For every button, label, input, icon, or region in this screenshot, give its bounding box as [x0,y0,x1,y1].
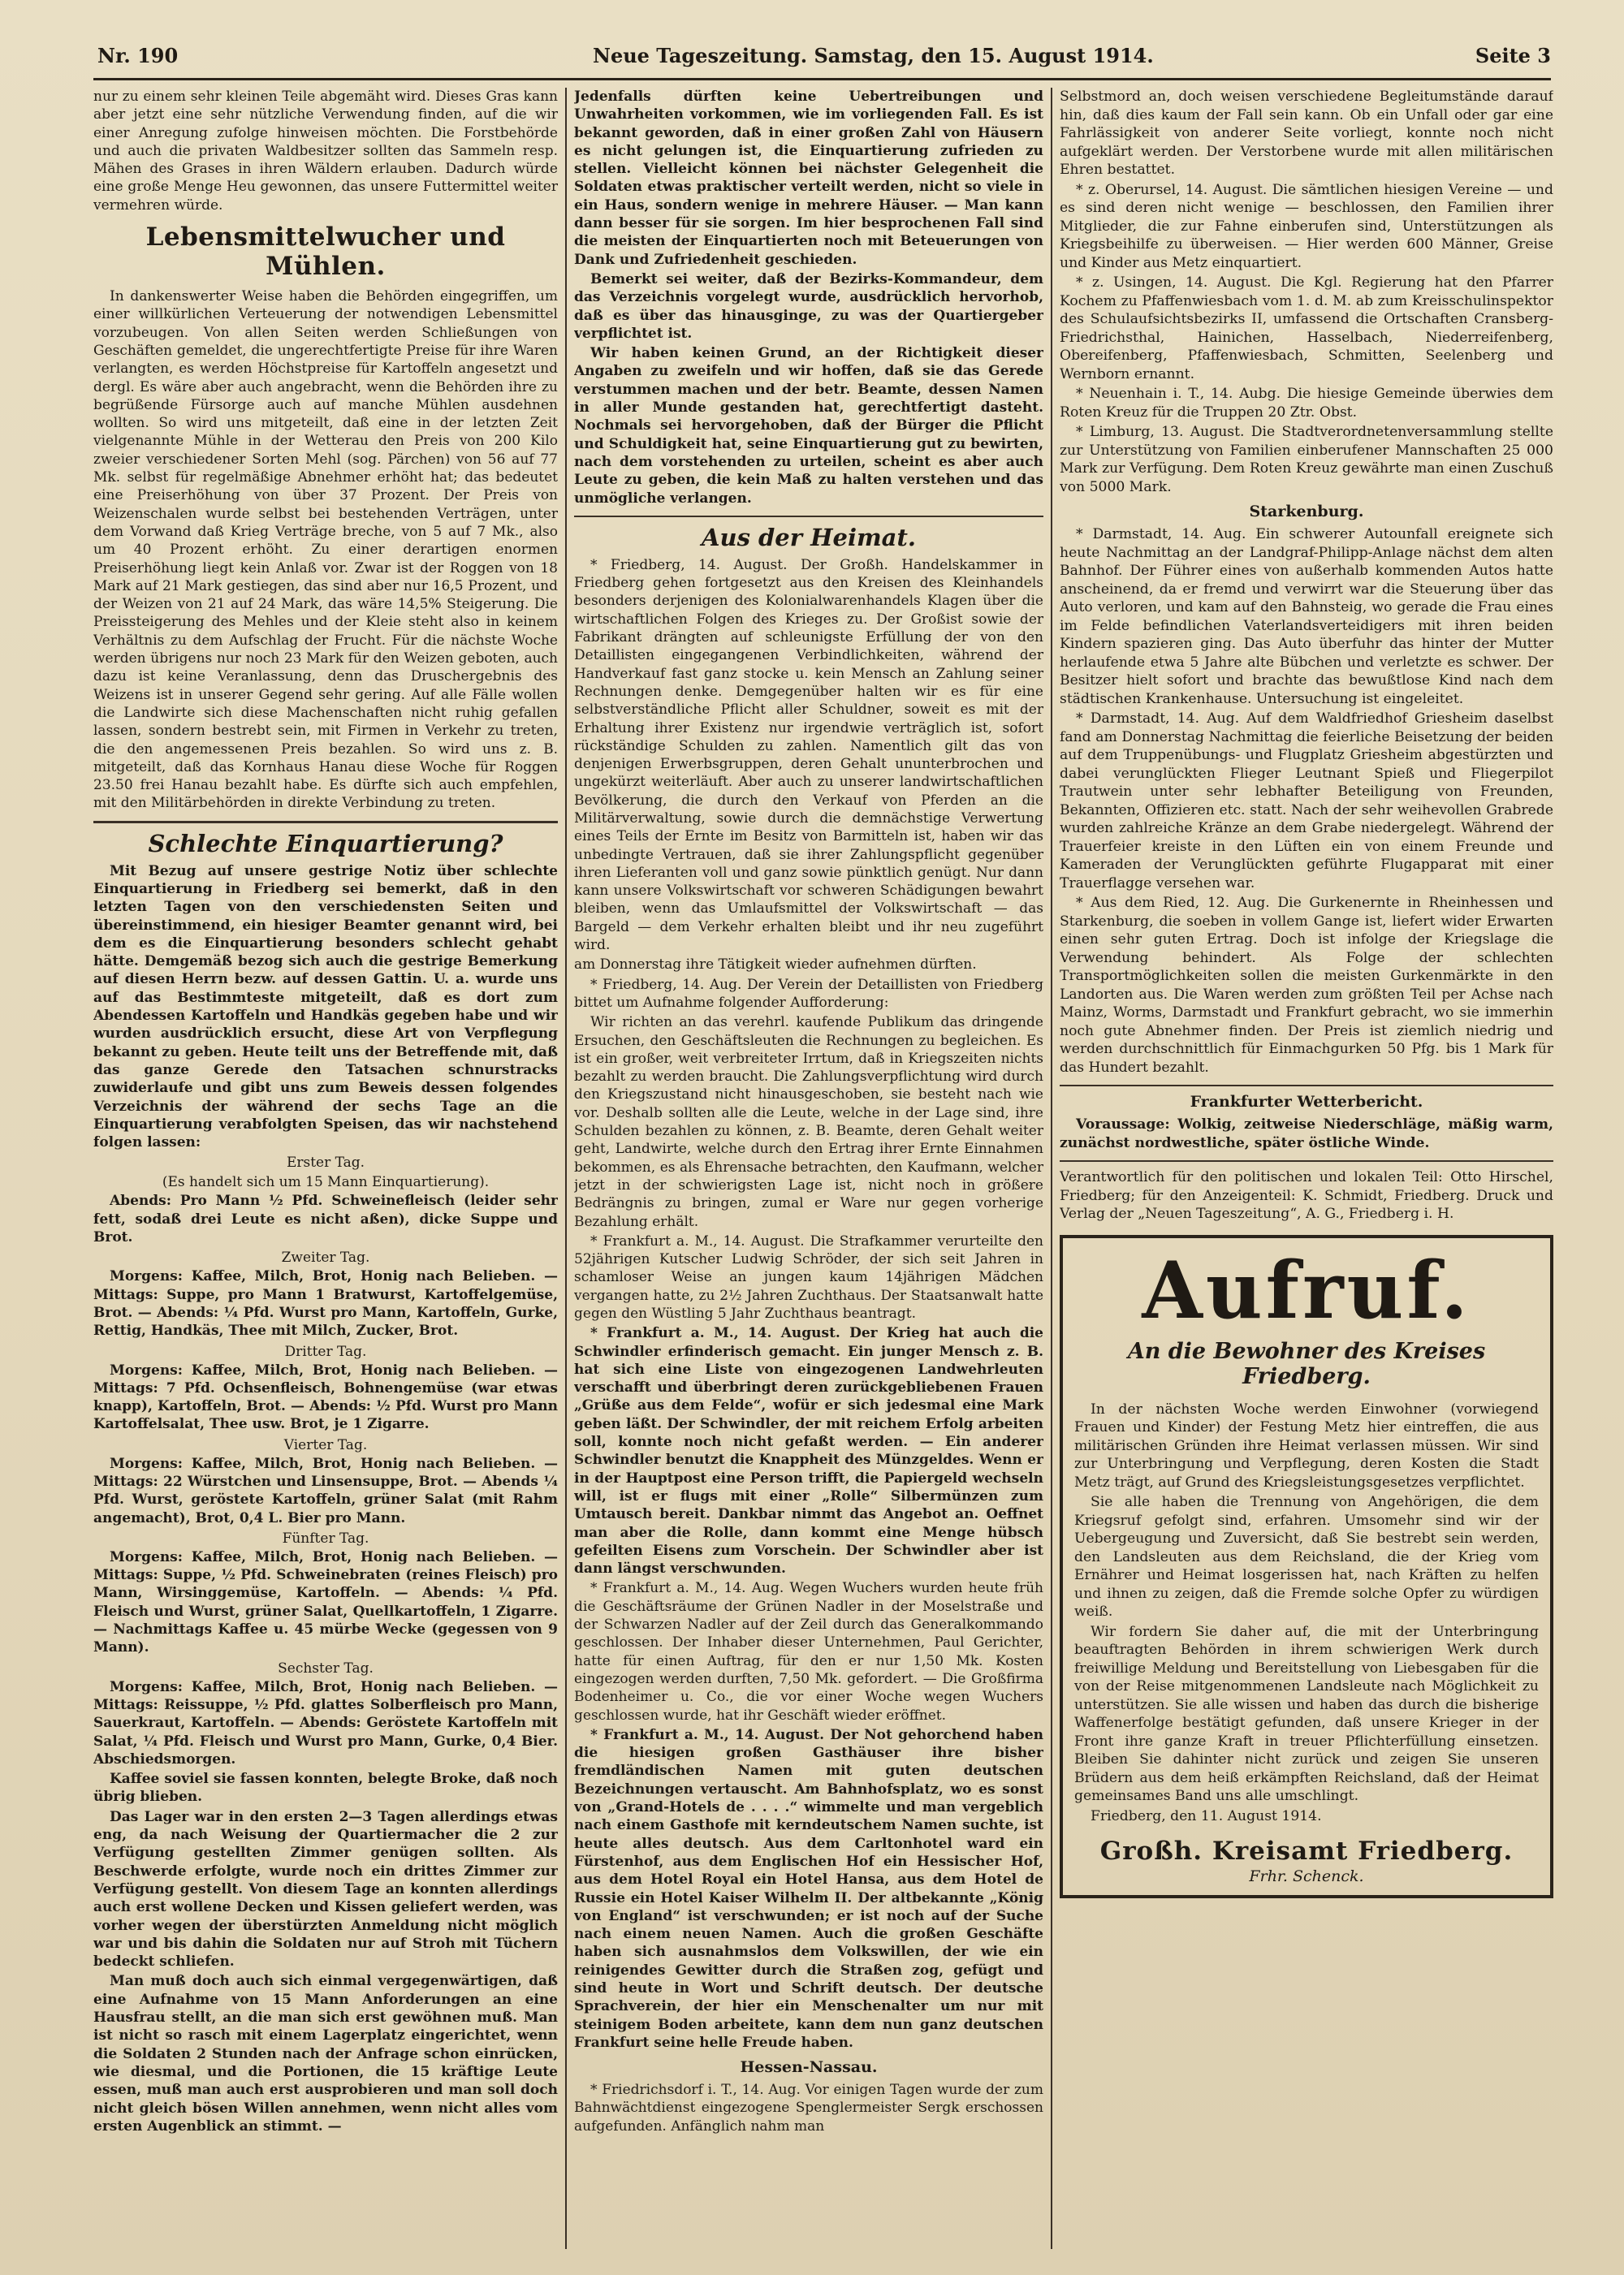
proclamation-signatory: Frhr. Schenck. [1249,1867,1364,1885]
day-heading: Vierter Tag. [283,1436,368,1453]
page-number: Seite 3 [1475,44,1551,67]
proclamation-subtitle: An die Bewohner des Kreises Friedberg. [1127,1338,1486,1389]
news-item: * Aus dem Ried, 12. Aug. Die Gurkenernte in Rheinhessen und Starkenburg, die soeben in vollem Gange ist, liefert wider Erwarten einen sehr guten Ertrag. Doch ist infolge der Kriegslage die Verwendung behindert. Als Folge der schlechten Transportmöglichkeiten sollen die meisten Gurkenmärkte in den Landorten aus. Die Waren werden zum größten Teil per Achse nach Mainz, Worms, Darmstadt und Frankfurt gebracht, wo sie immerhin noch gute Abnehmer finden. Der Preis ist ziemlich niedrig und werden durchschnittlich für Einmachgurken 50 Pfg. bis 1 Mark für das Hundert bezahlt. [1060,895,1553,1076]
day-heading: Erster Tag. [286,1155,365,1172]
day-heading: Zweiter Tag. [281,1250,370,1267]
weather-heading: Frankfurter Wetterbericht. [1190,1093,1423,1111]
news-item: * Frankfurt a. M., 14. August. Der Not gehorchend haben die hiesigen großen Gasthäuser ihre bisher fremdländischen Namen mit guten deutschen Bezeichnungen vertauscht. Am Bahnhofsplatz, wo es sonst von „Grand-Hotels de . . . .“ wimmelte und man vergeblich nach einem Gasthofe mit kerndeutschem Namen suchte, ist heute alles deutsch. Aus dem Carltonhotel ward ein Fürstenhof, aus dem Englischen Hof ein Hessischer Hof, aus dem Hotel Royal ein Hotel Hansa, aus dem Hotel de Russie ein Hotel Kaiser Wilhelm II. Der altbekannte „König von England“ ist verschwunden; er ist noch auf der Suche nach einem neuen Namen. Auch die großen Geschäfte haben sich ausnahmslos dem Volkswillen, der wie ein reinigendes Gewitter durch die Straßen zog, gefügt und sind heute in Wort und Schrift deutsch. Der deutsche Sprachverein, der hier ein Menschenalter um nur mit steinigem Boden arbeitete, kann dem nun ganz deutschen Frankfurt seine helle Freude haben. [574,1726,1043,2051]
news-item: * Neuenhain i. T., 14. Aubg. Die hiesige Gemeinde überwies dem Roten Kreuz für die Truppen 20 Ztr. Obst. [1060,386,1553,421]
divider [574,516,1043,517]
proclamation-signature: Großh. Kreisamt Friedberg. [1099,1837,1514,1866]
menu-text: Morgens: Kaffee, Milch, Brot, Honig nach Belieben. — Mittags: Suppe, pro Mann 1 Bratwurst, Kartoffelgemüse, Brot. — Abends: ¼ Pfd. Wurst pro Mann, Kartoffeln, Gurke, Rettig, Handkäs, Thee mit Milch, Zucker, Brot. [93,1268,558,1340]
news-item: * Friedrichsdorf i. T., 14. Aug. Vor einigen Tagen wurde der zum Bahnwächtdienst eingezogene Spenglermeister Sergk erschossen aufgefunden. Anfänglich nahm man [574,2082,1043,2135]
news-item: * Frankfurt a. M., 14. August. Die Strafkammer verurteilte den 52jährigen Kutscher Ludwig Schröder, der sich seit Jahren in schamloser Weise an jungen kaum 14jährigen Mädchen vergangen hatte, zu 2½ Jahren Zuchthaus. Der Staatsanwalt hatte gegen den Wüstling 5 Jahr Zuchthaus beantragt. [574,1232,1043,1322]
article-text: Das Lager war in den ersten 2—3 Tagen allerdings etwas eng, da nach Weisung der Quartiermacher die 2 zur Verfügung gestellten Zimmer genügen sollten. Als Beschwerde erfolgte, wurde noch ein drittes Zimmer zur Verfügung gestellt. Von diesem Tage an konnten allerdings auch erst wollene Decken und Kissen geliefert werden, was vorher wegen der überstürzten Anmeldung nicht möglich war und bis dahin die Soldaten nur auf Stroh mit Tüchern bedeckt schliefen. [93,1808,558,1971]
day-heading: Sechster Tag. [278,1660,374,1677]
header-rule [93,78,1551,80]
news-item: Selbstmord an, doch weisen verschiedene Begleitumstände darauf hin, daß dies kaum der Fall sein kann. Ob ein Unfall oder gar eine Fahrlässigkeit von anderer Seite vorliegt, konnte noch nicht aufgeklärt werden. Der Verstorbene wurde mit allen militärischen Ehren bestattet. [1060,88,1553,178]
menu-text: Morgens: Kaffee, Milch, Brot, Honig nach Belieben. — Mittags: Suppe, ½ Pfd. Schweinebraten (reines Fleisch) pro Mann, Wirsinggemüse, Kartoffeln. — Abends: ¼ Pfd. Fleisch und Wurst, grüner Salat, Quellkartoffeln, 1 Zigarre. — Nachmittags Kaffee u. 45 mürbe Wecke (gegessen von 9 Mann). [93,1548,558,1656]
proclamation-date: Friedberg, den 11. August 1914. [1091,1807,1322,1824]
article-text: nur zu einem sehr kleinen Teile abgemäht wird. Dieses Gras kann aber jetzt eine sehr nützliche Verwendung finden, auf die wir einer Anregung zufolge hinweisen möchten. Die Forstbehörde und auch die privaten Waldbesitzer sollten das Sammeln resp. Mähen des Grases in ihren Wäldern erlauben. Dadurch würde eine große Menge Heu gewonnen, das unsere Futtermittel weiter vermehren würde. [93,88,558,214]
article-text: Jedenfalls dürften keine Uebertreibungen und Unwahrheiten vorkommen, wie im vorliegenden Fall. Es ist bekannt geworden, daß in einer großen Zahl von Häusern es nicht gelungen ist, die Einquartierung zufrieden zu stellen. Vielleicht können bei nächster Gelegenheit die Soldaten etwas praktischer verteilt werden, nicht so viele in ein Haus, sondern wenige in mehrere Häuser. — Man kann dann besser für sie sorgen. Im hier besprochenen Fall sind die meisten der Einquartierten noch mit Beteuerungen von Dank und Zufriedenheit geschieden. [574,88,1043,268]
article-text: Mit Bezug auf unsere gestrige Notiz über schlechte Einquartierung in Friedberg sei bemerkt, daß in den letzten Tagen von den verschiedensten Seiten und übereinstimmend, ein hiesiger Beamter genannt wird, bei dem es die Einquartierung besonders schlecht gehabt hätte. Demgemäß bezog sich auch die gestrige Bemerkung auf diesen Herrn bezw. auf dessen Gattin. U. a. wurde uns auf das Bestimmteste mitgeteilt, daß es dort zum Abendessen Kartoffeln und Handkäs gegeben habe und wir wurden ausdrücklich ersucht, diese Art von Verpflegung bekannt zu geben. Heute teilt uns der Betreffende mit, daß das ganze Gerede den Tatsachen schnurstracks zuwiderlaufe und gibt uns zum Beweis dessen folgendes Verzeichnis der während der sechs Tage an die Einquartierung verabfolgten Speisen, das wir nachstehend folgen lassen: [93,862,558,1151]
menu-text: Morgens: Kaffee, Milch, Brot, Honig nach Belieben. — Mittags: 22 Würstchen und Linsensuppe, Brot. — Abends ¼ Pfd. Wurst, geröstete Kartoffeln, grüner Salat (mit Rahm angemacht), Brot, 0,4 L. Bier pro Mann. [93,1455,558,1526]
day-heading: Fünfter Tag. [282,1530,369,1547]
proclamation-text: Wir fordern Sie daher auf, die mit der Unterbringung beauftragten Behörden in ihrem schwierigen Werk durch freiwillige Meldung und Bereitstellung von Liebesgaben für die von der Reise mitgenommenen Landsleute nach Möglichkeit zu unterstützen. Sie alle wissen und haben das durch die bisherige Waffenerfolge bestätigt gefunden, daß unsere Krieger in der Front ihre ganze Kraft in treuer Pflichterfüllung einsetzen. Bleiben Sie dahinter nicht zurück und zeigen Sie unseren Brüdern aus dem heiß erkämpften Reichsland, daß der Heimat gemeinsames Band uns alle umschlingt. [1074,1623,1539,1804]
issue-number: Nr. 190 [97,44,179,67]
column-divider [565,88,567,2249]
menu-text: Abends: Pro Mann ½ Pfd. Schweinefleisch (leider sehr fett, sodaß drei Leute es nicht aßen), dicke Suppe und Brot. [93,1193,558,1246]
column-2 [574,88,1043,2249]
news-item: Wir richten an das verehrl. kaufende Publikum das dringende Ersuchen, den Geschäftsleuten die Rechnungen zu begleichen. Es ist ein großer, weit verbreiteter Irrtum, daß in Kriegszeiten nichts bezahlt zu werden braucht. Die Zahlungsverpflichtung wird durch den Kriegszustand nicht hinausgeschoben, sie besteht nach wie vor. Deshalb sollten alle die Leute, welche in der Lage sind, ihre Schulden bezahlen zu können, z. B. Beamte, deren Gehalt weiter geht, Landwirte, welche durch den Ertrag ihrer Ernte Einnahmen bekommen, es als Ehrensache betrachten, den Kaufmann, welcher jetzt in der schwierigsten Lage ist, nicht noch in größere Bedrängnis zu bringen, zumal er Ware nur gegen vorherige Bezahlung erhält. [574,1014,1043,1230]
article-text: Wir haben keinen Grund, an der Richtigkeit dieser Angaben zu zweifeln und wir hoffen, daß sie das Gerede verstummen machen und der betr. Beamte, dessen Namen in aller Munde gestanden hat, gerechtfertigt dasteht. Nochmals sei hervorgehoben, daß der Bürger die Pflicht und Schuldigkeit hat, seine Einquartierung gut zu bewirten, nach dem vorstehenden zu urteilen, scheint es aber auch Leute zu geben, die kein Maß zu halten verstehen und das unmögliche verlangen. [574,345,1043,507]
news-item: * z. Usingen, 14. August. Die Kgl. Regierung hat den Pfarrer Kochem zu Pfaffenwiesbach vom 1. d. M. ab zum Kreisschulinspektor des Schulaufsichtsbezirks II, umfassend die Ortschaften Cransberg-Friedrichsthal, Hainichen, Hasselbach, Niederreifenberg, Obereifenberg, Pfaffenwiesbach, Schmitten, Seelenberg und Wernborn ernannt. [1060,274,1553,382]
menu-text: Morgens: Kaffee, Milch, Brot, Honig nach Belieben. — Mittags: Reissuppe, ½ Pfd. glattes Solberfleisch pro Mann, Sauerkraut, Kartoffeln. — Abends: Geröstete Kartoffeln mit Salat, ¼ Pfd. Fleisch und Wurst pro Mann, Gurke, 0,4 Bier. Abschiedsmorgen. [93,1678,558,1768]
day-heading: Dritter Tag. [284,1343,367,1360]
masthead-date: Neue Tageszeitung. Samstag, den 15. August 1914. [593,44,1154,67]
section-heading: Aus der Heimat. [702,523,916,551]
news-item: * Frankfurt a. M., 14. Aug. Wegen Wuchers wurden heute früh die Geschäftsräume der Grünen Nadler in der Moselstraße und der Schwarzen Nadler auf der Zeil durch das Generalkommando geschlossen. Der Inhaber dieser Unternehmen, Paul Gerichter, hatte für einen Auftrag, für den er nur 1,50 Mk. Kosten eingezogen werden durften, 7,50 Mk. gefordert. — Die Großfirma Bodenheimer u. Co., die vor einer Woche wegen Wuchers geschlossen wurde, hat ihr Geschäft wieder eröffnet. [574,1580,1043,1724]
article-text: Bemerkt sei weiter, daß der Bezirks-Kommandeur, dem das Verzeichnis vorgelegt wurde, ausdrücklich hervorhob, daß es über das hinausginge, zu was der Quartiergeber verpflichtet ist. [574,270,1043,342]
news-item: * Frankfurt a. M., 14. August. Der Krieg hat auch die Schwindler erfinderisch gemacht. Ein junger Mensch z. B. hat sich eine Liste von eingezogenen Landwehrleuten verschafft und überbringt deren zurückgebliebenen Frauen „Grüße aus dem Felde“, wofür er sich jedesmal eine Mark geben läßt. Der Schwindler, der mit reichem Erfolg arbeiten soll, konnte noch nicht gefaßt werden. — Ein anderer Schwindler benutzt die Knappheit des Münzgeldes. Wenn er in der Hauptpost eine Person trifft, die Papiergeld wechseln will, ist er flugs mit einer „Rolle“ Silbermünzen zum Umtausch bereit. Dankbar nimmt das Angebot an. Oeffnet man aber die Rolle, dann kommt eine Menge hübsch gefeilten Eisens zum Vorschein. Der Schwindler aber ist dann längst verschwunden. [574,1325,1043,1578]
divider [1060,1160,1553,1162]
news-item: * Darmstadt, 14. Aug. Auf dem Waldfriedhof Griesheim daselbst fand am Donnerstag Nachmittag die feierliche Beisetzung der beiden auf dem Truppenübungs- und Flugplatz Griesheim abgestürzten und dabei verunglückten Flieger Leutnant Spieß und Fliegerpilot Trautwein unter sehr lebhafter Beteiligung von Freunden, Bekannten, Offizieren etc. statt. Nach der sehr weihevollen Grabrede wurden zahlreiche Kränze an dem Grabe niedergelegt. Während der Trauerfeier kreiste in den Lüften ein von einem Freunde und Kameraden der Verunglückten geführte Flugapparat mit einer Trauerflagge versehen war. [1060,710,1553,891]
article-heading: Schlechte Einquartierung? [148,829,503,857]
article-text: Man muß doch auch sich einmal vergegenwärtigen, daß eine Aufnahme von 15 Mann Anforderungen an eine Hausfrau stellt, an die man sich erst gewöhnen muß. Man ist nicht so rasch mit einem Lagerplatz eingerichtet, wenn die Soldaten 2 Stunden nach der Anfrage schon einrücken, wie diesmal, und die Portionen, die 15 kräftige Leute essen, muß man auch erst ausprobieren und man soll doch nicht gleich bösen Willen annehmen, wenn nicht alles vom ersten Augenblick an stimmt. — [93,1973,558,2135]
proclamation-box [1060,1235,1553,1899]
column-3 [1060,88,1553,2249]
section-heading: Hessen-Nassau. [740,2058,878,2077]
news-item: * Limburg, 13. August. Die Stadtverordnetenversammlung stellte zur Unterstützung von Familien einberufener Mannschaften 25 000 Mark zur Verfügung. Dem Roten Kreuz gewährte man einen Zuschuß von 5000 Mark. [1060,424,1553,495]
news-item: * Darmstadt, 14. Aug. Ein schwerer Autounfall ereignete sich heute Nachmittag an der Landgraf-Philipp-Anlage nächst dem alten Bahnhof. Der Führer eines von außerhalb kommenden Autos hatte anscheinend, da er fremd und verwirrt war die Steuerung über das Auto verloren, und kam auf den Bahnsteig, wo gerade die Frau eines im Felde befindlichen Vaterlandsverteidigers mit ihren beiden Kindern spazieren ging. Das Auto überfuhr das hinter der Mutter herlaufende etwa 5 Jahre alte Bübchen und verletzte es schwer. Der Besitzer hielt sofort und brachte das bewußtlose Kind nach dem städtischen Krankenhause. Untersuchung ist eingeleitet. [1060,526,1553,707]
weather-text: Voraussage: Wolkig, zeitweise Niederschläge, mäßig warm, zunächst nordwestliche, später östliche Winde. [1060,1116,1553,1151]
news-item: * z. Oberursel, 14. August. Die sämtlichen hiesigen Vereine — und es sind deren nicht wenige — beschlossen, den Familien ihrer Mitglieder, die zur Fahne einberufen sind, Unterstützungen als Kriegsbeihilfe zu überweisen. — Hier werden 600 Männer, Greise und Kinder aus Metz einquartiert. [1060,181,1553,271]
article-text: In dankenswerter Weise haben die Behörden eingegriffen, um einer willkürlichen Verteuerung der notwendigen Lebensmittel vorzubeugen. Von allen Seiten werden Schließungen von Geschäften gemeldet, die ungerechtfertigte Preise für ihre Waren verlangten, es werden Höchstpreise für Kartoffeln angesetzt und dergl. Es wäre aber auch angebracht, wenn die Behörden ihre zu begrüßende Fürsorge auch auf manche Mühlen ausdehnen wollten. So wird uns mitgeteilt, daß eine in der letzten Zeit vielgenannte Mühle in der Wetterau den Preis von 200 Kilo zweier verschiedener Sorten Mehl (sog. Pärchen) von 56 auf 77 Mk. selbst für regelmäßige Abnehmer erhöht hat; das bedeutet eine Preiserhöhung von über 37 Prozent. Der Preis von Weizenschalen wurde selbst bei bestehenden Verträgen, unter dem Vorwand daß Krieg Verträge breche, von 5 auf 7 Mk., also um 40 Prozent erhöht. Zu einer derartigen enormen Preiserhöhung liegt kein Anlaß vor. Zwar ist der Roggen von 18 Mark auf 21 Mark gestiegen, das sind aber nur 16,5 Prozent, und der Weizen von 21 auf 24 Mark, das wäre 14,5% Steigerung. Die Preissteigerung des Mehles und der Kleie steht also in keinem Verhältnis zu dem Aufschlag der Frucht. Für die nächste Woche werden übrigens nur noch 23 Mark für den Weizen geboten, auch dazu ist keine Veranlassung, denn das Druschergebnis des Weizens ist in unserer Gegend sehr gering. Auf alle Fälle wollen die Landwirte sich diese Machenschaften nicht ruhig gefallen lassen, sondern bestrebt sein, mit Firmen in Verkehr zu treten, die den angemessenen Preis bezahlen. So wird uns z. B. mitgeteilt, daß das Kornhaus Hanau diese Woche für Roggen 23.50 frei Hanau bezahlt habe. Es dürfte sich auch empfehlen, mit den Militärbehörden in direkte Verbindung zu treten. [93,288,558,812]
proclamation-text: Sie alle haben die Trennung von Angehörigen, die dem Kriegsruf gefolgt sind, erfahren. Umsomehr sind wir der Uebergeugung und Zuversicht, daß Sie bestrebt sein werden, den Landsleuten aus dem Reichsland, die der Krieg vom Ernährer und Heimat losgerissen hat, nach Kräften zu helfen und ihnen zu zeigen, daß die Fremde solche Opfer zu würdigen weiß. [1074,1494,1539,1620]
column-1 [93,88,558,2249]
article-text: Kaffee soviel sie fassen konnten, belegte Broke, daß noch übrig blieben. [93,1771,558,1806]
imprint-text: Verantwortlich für den politischen und lokalen Teil: Otto Hirschel, Friedberg; für den Anzeigenteil: K. Schmidt, Friedberg. Druck und Verlag der „Neuen Tageszeitung“, A. G., Friedberg i. H. [1060,1169,1553,1222]
menu-text: Morgens: Kaffee, Milch, Brot, Honig nach Belieben. — Mittags: 7 Pfd. Ochsenfleisch, Bohnengemüse (war etwas knapp), Kartoffeln, Brot. — Abends: ½ Pfd. Wurst pro Mann Kartoffelsalat, Thee usw. Brot, je 1 Zigarre. [93,1362,558,1433]
news-item: * Friedberg, 14. August. Der Großh. Handelskammer in Friedberg gehen fortgesetzt aus den Kreisen des Kleinhandels besonders derjenigen des Kolonialwarenhandels Klagen über die wirtschaftlichen Folgen des Krieges zu. Der Großist sowie der Fabrikant drängten auf schleunigste Erfüllung der von den Detaillisten eingegangenen Verbindlichkeiten, während der Handverkauf fast ganz stocke u. kein Mensch an Zahlung seiner Rechnungen denke. Demgegenüber halten wir es für eine selbstverständliche Pflicht aller Schuldner, soweit es mit der Erhaltung ihrer Existenz nur irgendwie verträglich ist, sofort rückständige Schulden zu zahlen. Namentlich gilt das von denjenigen Erwerbsgruppen, deren Gehalt ununterbrochen und ungekürzt weiterläuft. Aber auch zu unserer landwirtschaftlichen Bevölkerung, die durch den Verkauf von Pferden an die Militärverwaltung, sowie durch die demnächstige Verwertung eines Teils der Ernte im Besitz von Barmitteln ist, haben wir das unbedingte Vertrauen, daß sie ihrer Zahlungspflicht gegenüber ihren Lieferanten voll und ganz sowie pünktlich genügt. Nur dann kann unsere Volkswirtschaft vor schweren Schädigungen bewahrt bleiben, wenn das Umlaufsmittel der Volkswirtschaft — das Bargeld — dem Verkehr erhalten bleibt und ihr neu zugeführt wird. [574,556,1043,954]
column-divider [1051,88,1052,2249]
proclamation-text: In der nächsten Woche werden Einwohner (vorwiegend Frauen und Kinder) der Festung Metz hier eintreffen, die aus militärischen Gründen ihre Heimat verlassen müssen. Wir sind zur Unterbringung und Verpflegung, deren Kosten die Stadt Metz trägt, auf Grund des Kriegsleistungsgesetzes verpflichtet. [1074,1401,1539,1491]
page-header [97,39,1551,75]
section-heading: Starkenburg. [1249,503,1364,520]
proclamation-title: Aufruf. [1142,1244,1471,1336]
news-item: am Donnerstag ihre Tätigkeit wieder aufnehmen dürften. [574,956,977,973]
divider [93,821,558,823]
divider [1060,1085,1553,1086]
article-heading: Lebensmittelwucher und Mühlen. [145,222,506,282]
day-note: (Es handelt sich um 15 Mann Einquartierung). [162,1174,490,1191]
news-item: * Friedberg, 14. Aug. Der Verein der Detaillisten von Friedberg bittet um Aufnahme folgender Aufforderung: [574,976,1043,1011]
